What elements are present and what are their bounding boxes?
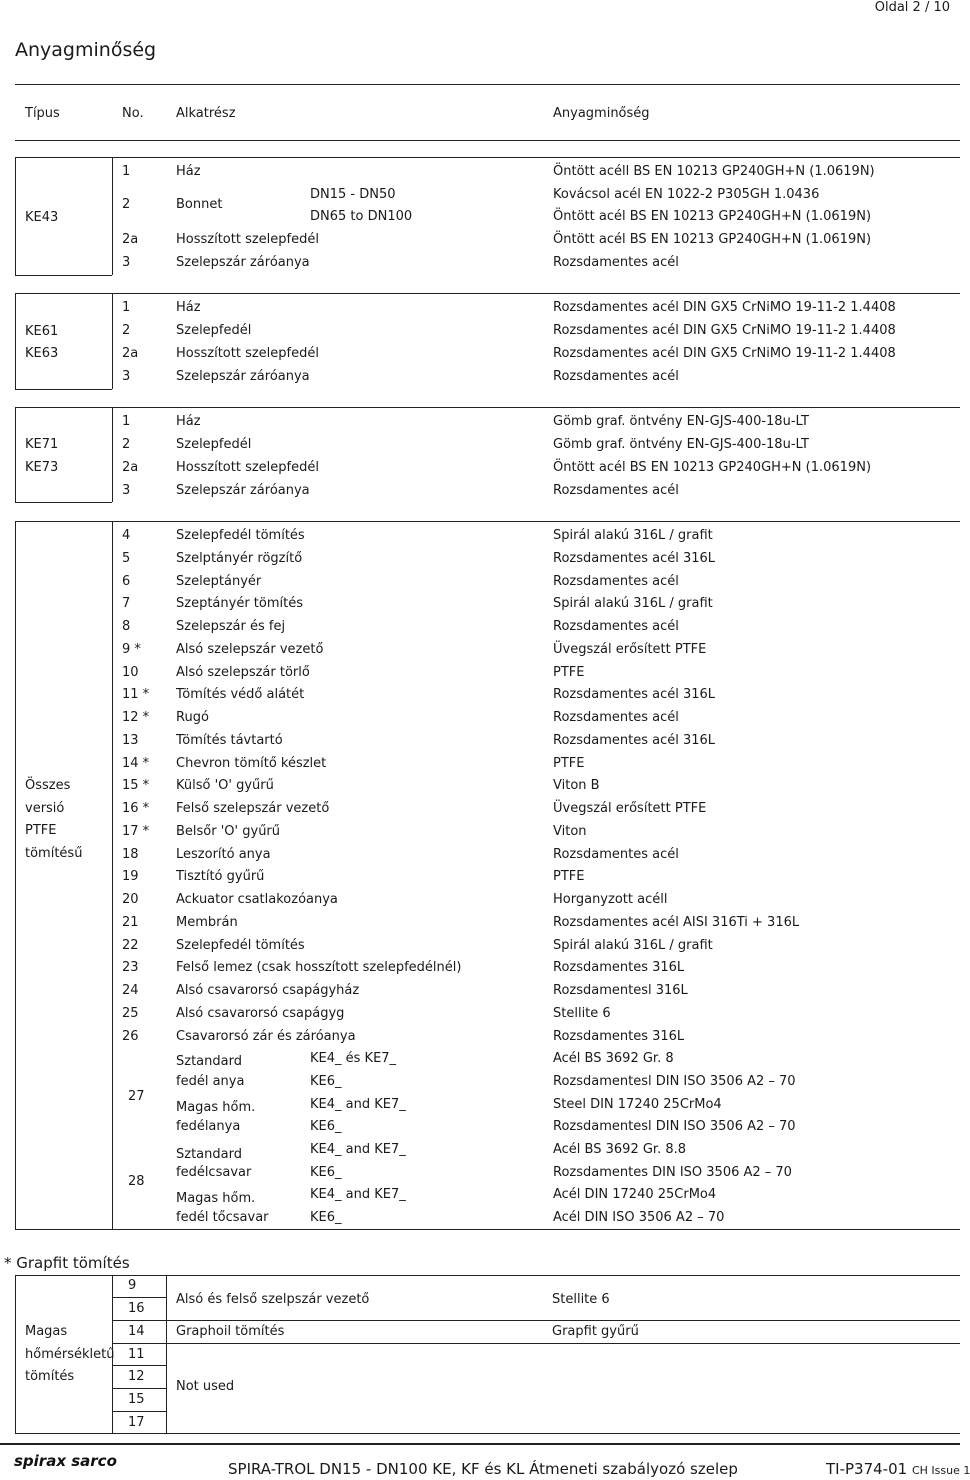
all-row-no: 8: [122, 619, 131, 634]
group-ke71-type: KE71: [25, 437, 59, 452]
all-row-material: Rozsdamentes acél: [553, 619, 679, 634]
all-row-no: 25: [122, 1006, 139, 1021]
item-28-hot-label-2: fedél tőcsavar: [176, 1210, 269, 1225]
item-27-row-1-sub: KE4_ és KE7_: [310, 1051, 397, 1066]
group-all-bottom-rule: [15, 1229, 960, 1230]
group-ke71-bottom-rule: [15, 502, 112, 503]
ke43-row-3-part: Szelepszár záróanya: [176, 255, 310, 270]
footnote-left-rule: [15, 1275, 16, 1433]
all-row-material: Üvegszál erősített PTFE: [553, 642, 707, 657]
ke61-row-2-part: Szelepfedél: [176, 323, 252, 338]
footnote-rule-2: [112, 1320, 960, 1321]
all-row-part: Szelepszár és fej: [176, 619, 286, 634]
group-all-top-rule: [15, 521, 960, 522]
group-all-left-rule: [15, 521, 16, 1230]
all-row-material: Rozsdamentes 316L: [553, 1029, 685, 1044]
all-row-no: 15 *: [122, 778, 150, 793]
header-bottom-rule: [15, 140, 960, 141]
all-row-material: Rozsdamentesl 316L: [553, 983, 688, 998]
footer-code-text: TI-P374-01: [826, 1460, 908, 1478]
item-28-row-2-sub: KE6_: [310, 1165, 342, 1180]
all-row-no: 20: [122, 892, 139, 907]
item-27-hot-label-1: Magas hőm.: [176, 1100, 256, 1115]
ke43-row-1-part: Ház: [176, 164, 201, 179]
item-27-hot-label-2: fedélanya: [176, 1119, 241, 1134]
group-ke71-left-rule: [15, 407, 16, 502]
ke61-row-1-part: Ház: [176, 300, 201, 315]
footer-rule: [0, 1443, 960, 1445]
footnote-guide-part: Alsó és felső szelpszár vezető: [176, 1292, 370, 1307]
ke43-row-2a-no: 2a: [122, 232, 139, 247]
ke71-row-1-part: Ház: [176, 414, 201, 429]
all-row-no: 21: [122, 915, 139, 930]
item-28-hot-label-1: Magas hőm.: [176, 1191, 256, 1206]
all-row-material: Stellite 6: [553, 1006, 611, 1021]
all-row-part: Alsó szelepszár vezető: [176, 642, 324, 657]
group-ke71-divider: [112, 407, 113, 502]
page-title: Anyagminőség: [15, 39, 157, 61]
ke71-row-3-part: Szelepszár záróanya: [176, 483, 310, 498]
footnote-type-line-1: Magas: [25, 1324, 68, 1339]
ke43-row-2-sub: DN15 - DN50: [310, 187, 396, 202]
group-ke43-left-rule: [15, 157, 16, 275]
item-28-row-2-material: Rozsdamentes DIN ISO 3506 A2 – 70: [553, 1165, 792, 1180]
all-row-part: Felső lemez (csak hosszított szelepfedélnél): [176, 960, 462, 975]
group-ke61-divider: [112, 293, 113, 389]
footnote-guide-material: Stellite 6: [552, 1292, 610, 1307]
all-row-no: 16 *: [122, 801, 150, 816]
item-27-no: 27: [128, 1089, 145, 1104]
ke71-row-1-material: Gömb graf. öntvény EN-GJS-400-18u-LT: [553, 414, 809, 429]
all-row-part: Belsőr 'O' gyűrű: [176, 824, 281, 839]
ke43-row-2a-part: Hosszított szelepfedél: [176, 232, 319, 247]
all-row-no: 17 *: [122, 824, 150, 839]
brand-logo: spirax sarco: [14, 1452, 117, 1470]
footer-code: [826, 1460, 970, 1480]
footnote-no-4: 11: [128, 1347, 145, 1362]
all-row-no: 22: [122, 938, 139, 953]
all-row-material: Spirál alakú 316L / grafit: [553, 938, 713, 953]
ke71-row-2a-no: 2a: [122, 460, 139, 475]
all-row-material: Rozsdamentes acél: [553, 574, 679, 589]
item-27-row-4-sub: KE6_: [310, 1119, 342, 1134]
ke61-row-2a-no: 2a: [122, 346, 139, 361]
ke71-row-3-material: Rozsdamentes acél: [553, 483, 679, 498]
all-row-material: Rozsdamentes acél: [553, 710, 679, 725]
all-row-material: Viton: [553, 824, 587, 839]
group-ke63-type: KE63: [25, 346, 59, 361]
all-row-material: Rozsdamentes acél 316L: [553, 733, 716, 748]
all-row-no: 18: [122, 847, 139, 862]
all-row-part: Chevron tömítő készlet: [176, 756, 327, 771]
footnote-rule-4: [112, 1365, 166, 1366]
ke71-row-2-no: 2: [122, 437, 131, 452]
item-28-row-1-material: Acél BS 3692 Gr. 8.8: [553, 1142, 687, 1157]
group-ke73-type: KE73: [25, 460, 59, 475]
all-row-material: PTFE: [553, 756, 585, 771]
item-28-row-3-material: Acél DIN 17240 25CrMo4: [553, 1187, 717, 1202]
all-row-part: Szelepfedél tömítés: [176, 528, 305, 543]
page-number: Oldal 2 / 10: [874, 0, 950, 15]
ke61-row-3-material: Rozsdamentes acél: [553, 369, 679, 384]
all-row-no: 26: [122, 1029, 139, 1044]
item-27-std-label-1: Sztandard: [176, 1054, 242, 1069]
all-row-part: Tömítés távtartó: [176, 733, 283, 748]
item-27-row-3-material: Steel DIN 17240 25CrMo4: [553, 1097, 722, 1112]
footnote-graphoil-material: Grapfit gyűrű: [552, 1324, 639, 1339]
ke71-row-2a-material: Öntött acél BS EN 10213 GP240GH+N (1.0619N): [553, 460, 872, 475]
footnote-title: * Grapfit tömítés: [4, 1254, 130, 1272]
all-row-no: 19: [122, 869, 139, 884]
ke43-row-1-no: 1: [122, 164, 131, 179]
header-top-rule: [15, 84, 960, 85]
all-row-material: PTFE: [553, 869, 585, 884]
item-27-row-4-material: Rozsdamentesl DIN ISO 3506 A2 – 70: [553, 1119, 796, 1134]
footnote-rule-5: [112, 1388, 166, 1389]
item-27-row-2-material: Rozsdamentesl DIN ISO 3506 A2 – 70: [553, 1074, 796, 1089]
all-row-material: Rozsdamentes acél AISI 316Ti + 316L: [553, 915, 800, 930]
item-28-row-3-sub: KE4_ and KE7_: [310, 1187, 406, 1202]
group-ke61-type: KE61: [25, 324, 59, 339]
all-row-material: Rozsdamentes acél 316L: [553, 687, 716, 702]
item-28-row-4-sub: KE6_: [310, 1210, 342, 1225]
ke43-row-2a-material: Öntött acél BS EN 10213 GP240GH+N (1.0619N): [553, 232, 872, 247]
footnote-rule-6: [112, 1411, 166, 1412]
all-row-part: Alsó csavarorsó csapágyg: [176, 1006, 345, 1021]
footnote-no-5: 12: [128, 1369, 145, 1384]
footnote-graphoil-part: Graphoil tömítés: [176, 1324, 285, 1339]
all-row-material: Rozsdamentes acél: [553, 847, 679, 862]
all-row-no: 24: [122, 983, 139, 998]
ke61-row-2-material: Rozsdamentes acél DIN GX5 CrNiMO 19-11-2 1.4408: [553, 323, 896, 338]
footnote-no-2: 16: [128, 1301, 145, 1316]
item-28-row-1-sub: KE4_ and KE7_: [310, 1142, 406, 1157]
ke43-row-3-material: Rozsdamentes acél: [553, 255, 679, 270]
all-row-material: Viton B: [553, 778, 600, 793]
all-row-no: 12 *: [122, 710, 150, 725]
all-row-part: Szelptányér rögzítő: [176, 551, 303, 566]
group-ke43-top-rule: [15, 157, 960, 158]
ke61-row-2a-material: Rozsdamentes acél DIN GX5 CrNiMO 19-11-2 1.4408: [553, 346, 896, 361]
all-row-part: Szelepfedél tömítés: [176, 938, 305, 953]
all-row-part: Felső szelepszár vezető: [176, 801, 330, 816]
ke43-row-2b-material: Öntött acél BS EN 10213 GP240GH+N (1.0619N): [553, 209, 872, 224]
ke61-row-3-no: 3: [122, 369, 131, 384]
item-27-row-1-material: Acél BS 3692 Gr. 8: [553, 1051, 674, 1066]
all-row-material: Üvegszál erősített PTFE: [553, 801, 707, 816]
ke43-row-2-part: Bonnet: [176, 197, 223, 212]
footnote-rule-1: [112, 1297, 166, 1298]
all-row-part: Alsó csavarorsó csapágyház: [176, 983, 360, 998]
item-28-row-4-material: Acél DIN ISO 3506 A2 – 70: [553, 1210, 725, 1225]
footnote-type-line-3: tömítés: [25, 1369, 75, 1384]
header-type: Típus: [25, 106, 60, 121]
item-28-std-label-2: fedélcsavar: [176, 1165, 252, 1180]
footer-title: SPIRA-TROL DN15 - DN100 KE, KF és KL Átmeneti szabályozó szelep: [228, 1460, 738, 1478]
footer-issue: CH Issue 1: [911, 1464, 970, 1477]
all-row-part: Csavarorsó zár és záróanya: [176, 1029, 356, 1044]
ke71-row-1-no: 1: [122, 414, 131, 429]
header-part: Alkatrész: [176, 106, 236, 121]
all-row-part: Tömítés védő alátét: [176, 687, 305, 702]
item-27-row-3-sub: KE4_ and KE7_: [310, 1097, 406, 1112]
footnote-rule-3: [112, 1343, 960, 1344]
ke61-row-1-no: 1: [122, 300, 131, 315]
ke61-row-2a-part: Hosszított szelepfedél: [176, 346, 319, 361]
footnote-no-1: 9: [128, 1278, 137, 1293]
footnote-not-used: Not used: [176, 1379, 235, 1394]
ke71-row-2-material: Gömb graf. öntvény EN-GJS-400-18u-LT: [553, 437, 809, 452]
all-row-part: Szeptányér tömítés: [176, 596, 303, 611]
ke43-row-2-no: 2: [122, 197, 131, 212]
ke61-row-1-material: Rozsdamentes acél DIN GX5 CrNiMO 19-11-2 1.4408: [553, 300, 896, 315]
all-row-no: 13: [122, 733, 139, 748]
all-row-material: Horganyzott acéll: [553, 892, 668, 907]
all-row-no: 10: [122, 665, 139, 680]
all-row-material: Spirál alakú 316L / grafit: [553, 596, 713, 611]
all-row-no: 14 *: [122, 756, 150, 771]
all-row-no: 6: [122, 574, 131, 589]
ke71-row-2a-part: Hosszított szelepfedél: [176, 460, 319, 475]
all-row-part: Ackuator csatlakozóanya: [176, 892, 338, 907]
ke43-row-1-material: Öntött acéll BS EN 10213 GP240GH+N (1.0619N): [553, 164, 875, 179]
ke61-row-3-part: Szelepszár záróanya: [176, 369, 310, 384]
group-all-type-line-4: tömítésű: [25, 846, 83, 861]
all-row-no: 4: [122, 528, 131, 543]
all-row-material: PTFE: [553, 665, 585, 680]
all-row-no: 7: [122, 596, 131, 611]
ke43-row-2-material: Kovácsol acél EN 1022-2 P305GH 1.0436: [553, 187, 820, 202]
header-material: Anyagminőség: [553, 106, 650, 121]
group-all-type-line-2: versió: [25, 801, 65, 816]
group-ke71-top-rule: [15, 407, 960, 408]
all-row-no: 9 *: [122, 642, 141, 657]
footnote-top-rule: [15, 1275, 960, 1276]
group-ke43-bottom-rule: [15, 275, 112, 276]
ke61-row-2-no: 2: [122, 323, 131, 338]
footnote-divider-no: [166, 1275, 167, 1433]
all-row-material: Spirál alakú 316L / grafit: [553, 528, 713, 543]
footnote-no-3: 14: [128, 1324, 145, 1339]
group-ke61-left-rule: [15, 293, 16, 389]
group-ke43-type: KE43: [25, 210, 59, 225]
footnote-type-line-2: hőmérsékletű: [25, 1347, 115, 1362]
all-row-part: Tisztító gyűrű: [176, 869, 265, 884]
item-27-row-2-sub: KE6_: [310, 1074, 342, 1089]
all-row-part: Leszorító anya: [176, 847, 271, 862]
group-all-type-line-3: PTFE: [25, 823, 57, 838]
group-ke43-divider: [112, 157, 113, 275]
footnote-no-7: 17: [128, 1415, 145, 1430]
item-28-no: 28: [128, 1174, 145, 1189]
group-all-type-line-1: Összes: [25, 778, 71, 793]
all-row-part: Szeleptányér: [176, 574, 262, 589]
footnote-no-6: 15: [128, 1392, 145, 1407]
group-ke61-top-rule: [15, 293, 960, 294]
all-row-part: Alsó szelepszár törlő: [176, 665, 310, 680]
all-row-material: Rozsdamentes 316L: [553, 960, 685, 975]
group-ke61-bottom-rule: [15, 389, 112, 390]
group-all-divider: [112, 521, 113, 1230]
ke71-row-2-part: Szelepfedél: [176, 437, 252, 452]
all-row-part: Membrán: [176, 915, 238, 930]
item-27-std-label-2: fedél anya: [176, 1074, 245, 1089]
ke71-row-3-no: 3: [122, 483, 131, 498]
all-row-material: Rozsdamentes acél 316L: [553, 551, 716, 566]
all-row-no: 5: [122, 551, 131, 566]
ke43-row-2b-sub: DN65 to DN100: [310, 209, 413, 224]
all-row-no: 11 *: [122, 687, 150, 702]
all-row-part: Külső 'O' gyűrű: [176, 778, 274, 793]
header-no: No.: [122, 106, 144, 121]
footnote-bottom-rule: [15, 1433, 960, 1434]
all-row-no: 23: [122, 960, 139, 975]
item-28-std-label-1: Sztandard: [176, 1147, 242, 1162]
all-row-part: Rugó: [176, 710, 209, 725]
ke43-row-3-no: 3: [122, 255, 131, 270]
